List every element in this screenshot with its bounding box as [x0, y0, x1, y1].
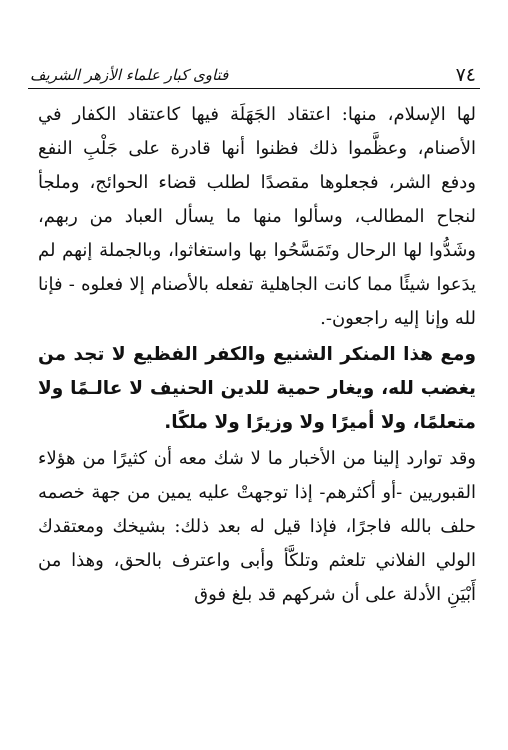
body-text: [38, 98, 476, 612]
paragraph-3: وقد توارد إلينا من الأخبار ما لا شك معه أن كثيرًا من هؤلاء القبوريين -أو أكثرهم- إذا توجهتْ عليه يمين من جهة خصمه حلف بالله فاجرًا، فإذا قيل له بعد ذلك: بشيخك ومعتقدك الولي الفلاني تلعثم وتلكَّأ وأبى واعترف بالحق، وهذا من أَبْيَنِ الأدلة على أن شركهم قد بلغ فوق: [38, 448, 476, 605]
book-title: فتاوى كبار علماء الأزهر الشريف: [30, 66, 229, 84]
paragraph-2-bold: ومع هذا المنكر الشنيع والكفر الفظيع لا تجد من يغضب لله، ويغار حمية للدين الحنيف لا عالـمًا ولا متعلمًا، ولا أميرًا ولا وزيرًا ولا ملكًا.: [38, 344, 476, 433]
page-number: ٧٤: [455, 64, 476, 86]
page-header: [28, 64, 480, 86]
header-divider: [28, 88, 480, 89]
paragraph-1: لها الإسلام، منها: اعتقاد الجَهَلَة فيها كاعتقاد الكفار في الأصنام، وعظَّموا ذلك فظنوا أنها قادرة على جَلْبِ النفع ودفع الشر، فجعلوها مقصدًا لطلب قضاء الحوائج، وملجأ لنجاح المطالب، وسألوا منها ما يسأل العباد من ربهم، وشَدُّوا لها الرحال وتَمَسَّحُوا بها واستغاثوا، وبالجملة إنهم لم يدَعوا شيئًا مما كانت الجاهلية تفعله بالأصنام إلا فعلوه - فإنا لله وإنا إليه راجعون-.: [38, 104, 476, 329]
